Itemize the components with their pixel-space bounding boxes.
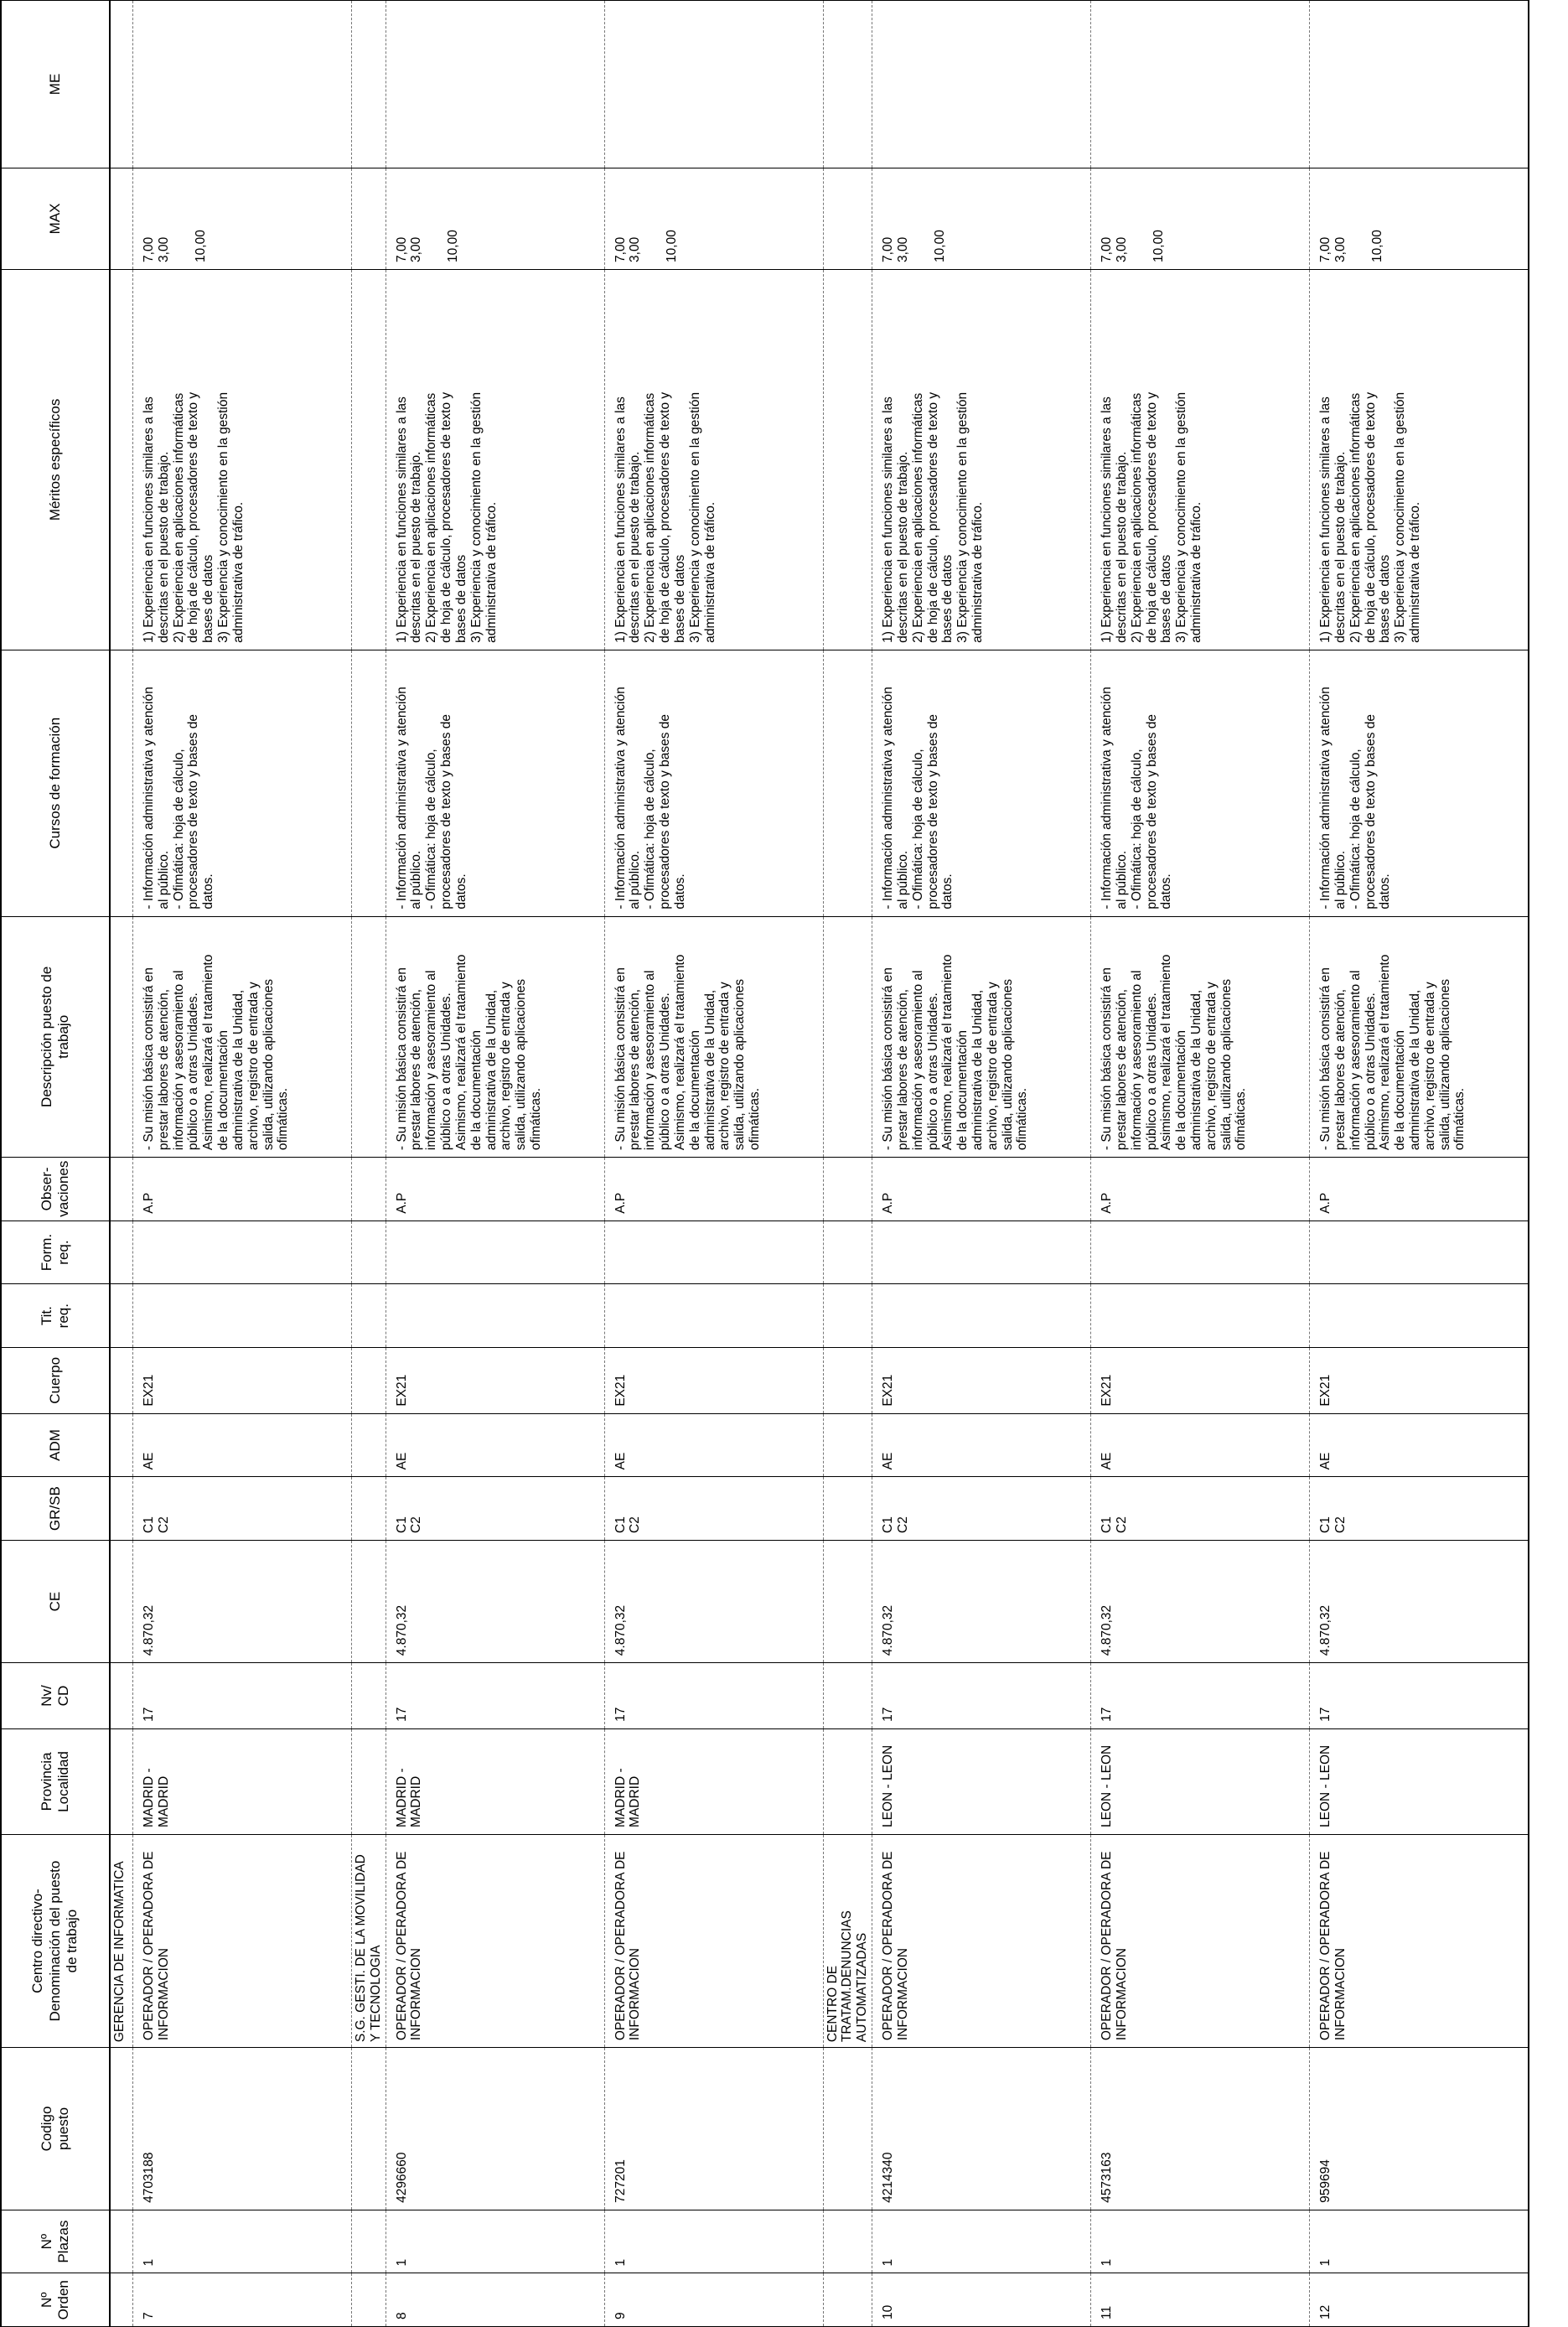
max-value: 3,00	[895, 236, 910, 262]
cell-nivel: 17	[604, 1663, 823, 1729]
cell-adm: AE	[1310, 1413, 1529, 1477]
section-cell	[110, 1221, 133, 1284]
section-cell	[352, 2273, 386, 2327]
cell-ce: 4.870,32	[1310, 1540, 1529, 1662]
cell-gr: C1 C2	[133, 1477, 352, 1541]
cell-plazas: 1	[604, 2210, 823, 2273]
cell-tit	[386, 1284, 604, 1348]
cell-cursos: - Información administrativa y atención al público. - Ofimática: hoja de cálculo, procesadores de texto y bases de datos.	[604, 650, 823, 916]
section-cell	[823, 916, 872, 1157]
header-ce: CE	[1, 1540, 110, 1662]
section-cell	[110, 1158, 133, 1221]
section-cell	[823, 1, 872, 168]
cell-ce: 4.870,32	[133, 1540, 352, 1662]
cell-denominacion: OPERADOR / OPERADORA DE INFORMACION	[872, 1834, 1091, 2047]
cell-obs: A.P	[1091, 1158, 1310, 1221]
section-cell	[823, 1158, 872, 1221]
section-cell	[110, 650, 133, 916]
cell-denominacion: OPERADOR / OPERADORA DE INFORMACION	[1091, 1834, 1310, 2047]
cell-gr: C1 C2	[1310, 1477, 1529, 1541]
cell-cursos: - Información administrativa y atención al público. - Ofimática: hoja de cálculo, procesadores de texto y bases de datos.	[1091, 650, 1310, 916]
cell-cursos: - Información administrativa y atención al público. - Ofimática: hoja de cálculo, procesadores de texto y bases de datos.	[872, 650, 1091, 916]
cell-adm: AE	[1091, 1413, 1310, 1477]
max-value: 10,00	[1151, 230, 1166, 262]
table-row	[386, 1, 604, 2327]
header-orden: Nº Orden	[1, 2273, 110, 2327]
max-value: 3,00	[409, 236, 424, 262]
cell-denominacion: OPERADOR / OPERADORA DE INFORMACION	[1310, 1834, 1529, 2047]
cell-codigo: 4296660	[386, 2048, 604, 2210]
cell-descripcion: - Su misión básica consistirá en prestar labores de atención, información y asesoramiento al público o a otras Unidades. Asimismo, realizará el tratamiento de la documentación administrativa de la Unidad, archivo, registro de entrada y salida, utilizando aplicaciones ofimáticas.	[133, 916, 352, 1157]
table-row	[1310, 1, 1529, 2327]
max-value: 10,00	[446, 230, 461, 262]
cell-meritos: 1) Experiencia en funciones similares a las descritas en el puesto de trabajo. 2) Experiencia en aplicaciones informáticas de hoja de cálculo, procesadores de texto y bases de datos 3) Experiencia y conocimiento en la gestión administrativa de tráfico.	[1091, 269, 1310, 650]
section-cell	[823, 650, 872, 916]
section-cell	[823, 168, 872, 269]
cell-me	[386, 1, 604, 168]
max-value: 10,00	[665, 230, 680, 262]
cell-cursos: - Información administrativa y atención al público. - Ofimática: hoja de cálculo, procesadores de texto y bases de datos.	[133, 650, 352, 916]
cell-orden: 7	[133, 2273, 352, 2327]
section-cell	[110, 1728, 133, 1834]
cell-form	[604, 1221, 823, 1284]
section-cell	[352, 1221, 386, 1284]
cell-max	[133, 168, 352, 269]
cell-max	[386, 168, 604, 269]
cell-me	[872, 1, 1091, 168]
cell-cuerpo: EX21	[1310, 1348, 1529, 1414]
cell-meritos: 1) Experiencia en funciones similares a las descritas en el puesto de trabajo. 2) Experiencia en aplicaciones informáticas de hoja de cálculo, procesadores de texto y bases de datos 3) Experiencia y conocimiento en la gestión administrativa de tráfico.	[386, 269, 604, 650]
max-value: 10,00	[1369, 230, 1384, 262]
cell-form	[386, 1221, 604, 1284]
section-cell	[823, 2273, 872, 2327]
cell-adm: AE	[604, 1413, 823, 1477]
section-cell	[352, 1284, 386, 1348]
section-cell	[352, 1728, 386, 1834]
cell-provincia: MADRID - MADRID	[386, 1728, 604, 1834]
header-max: MAX	[1, 168, 110, 269]
cell-cursos: - Información administrativa y atención al público. - Ofimática: hoja de cálculo, procesadores de texto y bases de datos.	[1310, 650, 1529, 916]
section-cell	[823, 1728, 872, 1834]
cell-meritos: 1) Experiencia en funciones similares a las descritas en el puesto de trabajo. 2) Experiencia en aplicaciones informáticas de hoja de cálculo, procesadores de texto y bases de datos 3) Experiencia y conocimiento en la gestión administrativa de tráfico.	[133, 269, 352, 650]
cell-provincia: LEON - LEON	[872, 1728, 1091, 1834]
table-row	[872, 1, 1091, 2327]
header-row	[1, 1, 110, 2327]
cell-orden: 12	[1310, 2273, 1529, 2327]
max-value: 3,00	[156, 236, 171, 262]
section-cell	[823, 269, 872, 650]
cell-provincia: MADRID - MADRID	[133, 1728, 352, 1834]
section-cell	[110, 1413, 133, 1477]
header-obs: Obser- vaciones	[1, 1158, 110, 1221]
section-cell	[352, 2048, 386, 2210]
header-gr: GR/SB	[1, 1477, 110, 1541]
cell-me	[1310, 1, 1529, 168]
header-centro: Centro directivo- Denominación del puesto de trabajo	[1, 1834, 110, 2047]
section-cell	[823, 1221, 872, 1284]
cell-form	[133, 1221, 352, 1284]
cell-denominacion: OPERADOR / OPERADORA DE INFORMACION	[386, 1834, 604, 2047]
section-cell	[352, 1, 386, 168]
table-body	[110, 1, 1529, 2327]
cell-nivel: 17	[133, 1663, 352, 1729]
cell-obs: A.P	[604, 1158, 823, 1221]
section-cell	[352, 1477, 386, 1541]
section-cell	[823, 1284, 872, 1348]
max-value: 7,00	[1318, 236, 1333, 262]
header-meritos: Méritos específicos	[1, 269, 110, 650]
section-row	[823, 1, 872, 2327]
cell-nivel: 17	[1310, 1663, 1529, 1729]
section-cell	[823, 1348, 872, 1414]
section-cell	[352, 1663, 386, 1729]
section-cell	[352, 269, 386, 650]
cell-max	[604, 168, 823, 269]
header-adm: ADM	[1, 1413, 110, 1477]
cell-max	[872, 168, 1091, 269]
header-me: ME	[1, 1, 110, 168]
header-cuerpo: Cuerpo	[1, 1348, 110, 1414]
cell-ce: 4.870,32	[872, 1540, 1091, 1662]
cell-orden: 8	[386, 2273, 604, 2327]
cell-plazas: 1	[386, 2210, 604, 2273]
section-cell	[110, 2210, 133, 2273]
max-value: 10,00	[932, 230, 947, 262]
cell-tit	[604, 1284, 823, 1348]
header-descripcion: Descripción puesto de trabajo	[1, 916, 110, 1157]
cell-me	[604, 1, 823, 168]
section-label: GERENCIA DE INFORMATICA	[110, 1834, 133, 2047]
cell-adm: AE	[872, 1413, 1091, 1477]
cell-cuerpo: EX21	[872, 1348, 1091, 1414]
header-nivel: Nv/ CD	[1, 1663, 110, 1729]
cell-cuerpo: EX21	[604, 1348, 823, 1414]
cell-gr: C1 C2	[1091, 1477, 1310, 1541]
cell-max	[1310, 168, 1529, 269]
cell-codigo: 4573163	[1091, 2048, 1310, 2210]
header-plazas: Nº Plazas	[1, 2210, 110, 2273]
cell-ce: 4.870,32	[386, 1540, 604, 1662]
cell-codigo: 727201	[604, 2048, 823, 2210]
cell-denominacion: OPERADOR / OPERADORA DE INFORMACION	[604, 1834, 823, 2047]
section-cell	[110, 1, 133, 168]
max-value: 7,00	[394, 236, 409, 262]
cell-orden: 9	[604, 2273, 823, 2327]
cell-ce: 4.870,32	[604, 1540, 823, 1662]
table-row	[133, 1, 352, 2327]
cell-meritos: 1) Experiencia en funciones similares a las descritas en el puesto de trabajo. 2) Experiencia en aplicaciones informáticas de hoja de cálculo, procesadores de texto y bases de datos 3) Experiencia y conocimiento en la gestión administrativa de tráfico.	[872, 269, 1091, 650]
max-value: 7,00	[613, 236, 628, 262]
cell-descripcion: - Su misión básica consistirá en prestar labores de atención, información y asesoramiento al público o a otras Unidades. Asimismo, realizará el tratamiento de la documentación administrativa de la Unidad, archivo, registro de entrada y salida, utilizando aplicaciones ofimáticas.	[386, 916, 604, 1157]
cell-obs: A.P	[1310, 1158, 1529, 1221]
cell-descripcion: - Su misión básica consistirá en prestar labores de atención, información y asesoramiento al público o a otras Unidades. Asimismo, realizará el tratamiento de la documentación administrativa de la Unidad, archivo, registro de entrada y salida, utilizando aplicaciones ofimáticas.	[1310, 916, 1529, 1157]
section-cell	[110, 2273, 133, 2327]
section-cell	[823, 1477, 872, 1541]
cell-denominacion: OPERADOR / OPERADORA DE INFORMACION	[133, 1834, 352, 2047]
section-cell	[110, 1348, 133, 1414]
cell-form	[872, 1221, 1091, 1284]
cell-obs: A.P	[872, 1158, 1091, 1221]
section-cell	[823, 2048, 872, 2210]
max-value: 10,00	[193, 230, 208, 262]
cell-plazas: 1	[872, 2210, 1091, 2273]
header-tit: Tit. req.	[1, 1284, 110, 1348]
cell-provincia: LEON - LEON	[1310, 1728, 1529, 1834]
cell-ce: 4.870,32	[1091, 1540, 1310, 1662]
cell-form	[1310, 1221, 1529, 1284]
section-cell	[352, 1413, 386, 1477]
cell-adm: AE	[386, 1413, 604, 1477]
cell-orden: 10	[872, 2273, 1091, 2327]
cell-provincia: MADRID - MADRID	[604, 1728, 823, 1834]
cell-descripcion: - Su misión básica consistirá en prestar labores de atención, información y asesoramiento al público o a otras Unidades. Asimismo, realizará el tratamiento de la documentación administrativa de la Unidad, archivo, registro de entrada y salida, utilizando aplicaciones ofimáticas.	[872, 916, 1091, 1157]
max-value: 3,00	[628, 236, 643, 262]
section-cell	[110, 1477, 133, 1541]
cell-form	[1091, 1221, 1310, 1284]
cell-orden: 11	[1091, 2273, 1310, 2327]
cell-max	[1091, 168, 1310, 269]
section-cell	[110, 916, 133, 1157]
cell-gr: C1 C2	[604, 1477, 823, 1541]
cell-cuerpo: EX21	[1091, 1348, 1310, 1414]
cell-meritos: 1) Experiencia en funciones similares a las descritas en el puesto de trabajo. 2) Experiencia en aplicaciones informáticas de hoja de cálculo, procesadores de texto y bases de datos 3) Experiencia y conocimiento en la gestión administrativa de tráfico.	[1310, 269, 1529, 650]
cell-tit	[1310, 1284, 1529, 1348]
cell-cuerpo: EX21	[133, 1348, 352, 1414]
max-value: 7,00	[1100, 236, 1115, 262]
cell-tit	[872, 1284, 1091, 1348]
section-row	[352, 1, 386, 2327]
max-value: 7,00	[881, 236, 896, 262]
cell-tit	[1091, 1284, 1310, 1348]
cell-provincia: LEON - LEON	[1091, 1728, 1310, 1834]
cell-meritos: 1) Experiencia en funciones similares a las descritas en el puesto de trabajo. 2) Experiencia en aplicaciones informáticas de hoja de cálculo, procesadores de texto y bases de datos 3) Experiencia y conocimiento en la gestión administrativa de tráfico.	[604, 269, 823, 650]
section-cell	[110, 1540, 133, 1662]
section-cell	[110, 1284, 133, 1348]
cell-cursos: - Información administrativa y atención al público. - Ofimática: hoja de cálculo, procesadores de texto y bases de datos.	[386, 650, 604, 916]
section-cell	[352, 1158, 386, 1221]
cell-codigo: 4214340	[872, 2048, 1091, 2210]
cell-tit	[133, 1284, 352, 1348]
cell-codigo: 4703188	[133, 2048, 352, 2210]
section-cell	[110, 168, 133, 269]
header-provincia: Provincia Localidad	[1, 1728, 110, 1834]
table-row	[604, 1, 823, 2327]
section-cell	[110, 2048, 133, 2210]
cell-nivel: 17	[386, 1663, 604, 1729]
section-label: CENTRO DE TRATAM.DENUNCIAS AUTOMATIZADAS	[823, 1834, 872, 2047]
section-cell	[352, 650, 386, 916]
section-cell	[352, 168, 386, 269]
cell-nivel: 17	[872, 1663, 1091, 1729]
cell-obs: A.P	[133, 1158, 352, 1221]
cell-adm: AE	[133, 1413, 352, 1477]
cell-gr: C1 C2	[872, 1477, 1091, 1541]
cell-plazas: 1	[1310, 2210, 1529, 2273]
max-value: 7,00	[142, 236, 156, 262]
header-form: Form. req.	[1, 1221, 110, 1284]
cell-nivel: 17	[1091, 1663, 1310, 1729]
cell-me	[133, 1, 352, 168]
table-row	[1091, 1, 1310, 2327]
section-cell	[352, 1540, 386, 1662]
section-cell	[823, 1663, 872, 1729]
cell-plazas: 1	[133, 2210, 352, 2273]
cell-plazas: 1	[1091, 2210, 1310, 2273]
section-cell	[352, 916, 386, 1157]
section-label: S.G. GESTI. DE LA MOVILIDAD Y TECNOLOGIA	[352, 1834, 386, 2047]
section-cell	[352, 1348, 386, 1414]
cell-obs: A.P	[386, 1158, 604, 1221]
cell-descripcion: - Su misión básica consistirá en prestar labores de atención, información y asesoramiento al público o a otras Unidades. Asimismo, realizará el tratamiento de la documentación administrativa de la Unidad, archivo, registro de entrada y salida, utilizando aplicaciones ofimáticas.	[604, 916, 823, 1157]
cell-cuerpo: EX21	[386, 1348, 604, 1414]
section-cell	[823, 1540, 872, 1662]
section-cell	[823, 2210, 872, 2273]
max-value: 3,00	[1333, 236, 1348, 262]
cell-codigo: 959694	[1310, 2048, 1529, 2210]
section-cell	[823, 1413, 872, 1477]
section-row	[110, 1, 133, 2327]
cell-gr: C1 C2	[386, 1477, 604, 1541]
cell-descripcion: - Su misión básica consistirá en prestar labores de atención, información y asesoramiento al público o a otras Unidades. Asimismo, realizará el tratamiento de la documentación administrativa de la Unidad, archivo, registro de entrada y salida, utilizando aplicaciones ofimáticas.	[1091, 916, 1310, 1157]
section-cell	[110, 269, 133, 650]
cell-me	[1091, 1, 1310, 168]
header-codigo: Codigo puesto	[1, 2048, 110, 2210]
section-cell	[352, 2210, 386, 2273]
max-value: 3,00	[1114, 236, 1129, 262]
header-cursos: Cursos de formación	[1, 650, 110, 916]
section-cell	[110, 1663, 133, 1729]
